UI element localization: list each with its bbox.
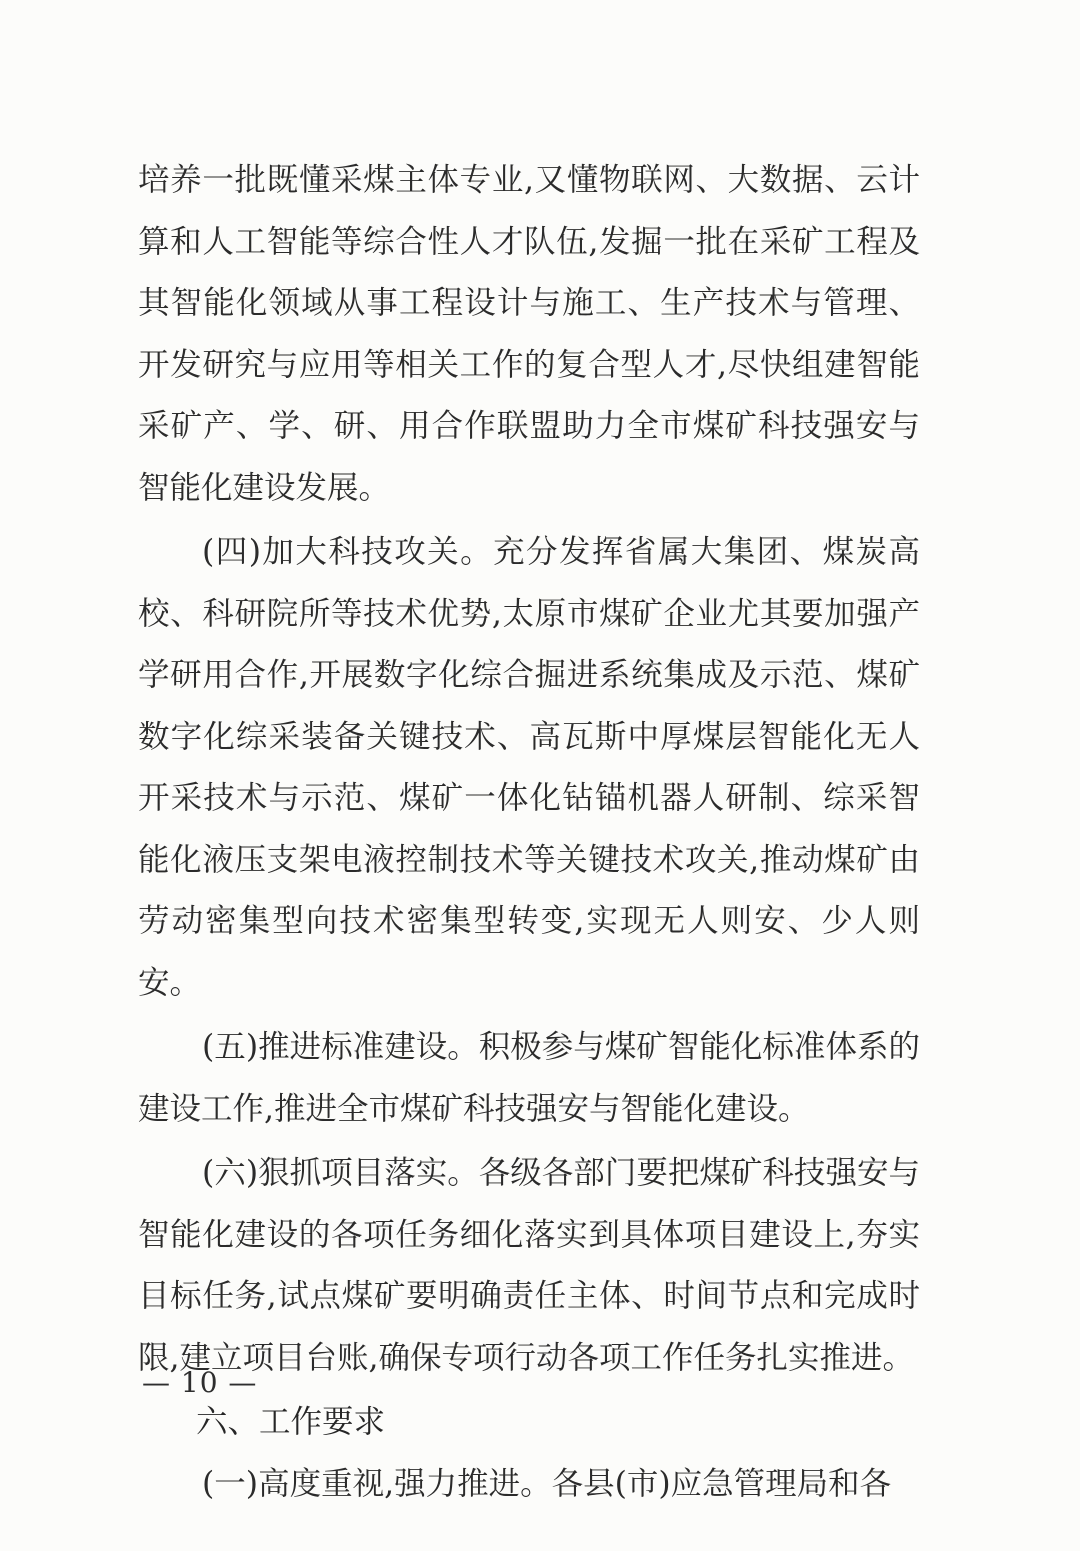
paragraph-project-implementation: (六)狠抓项目落实。各级各部门要把煤矿科技强安与智能化建设的各项任务细化落实到具体项目建设上,夯实目标任务,试点煤矿要明确责任主体、时间节点和完成时限,建立项目台账,确保专项行动各项工作任务扎实推进。 <box>138 1155 920 1376</box>
document-body <box>138 150 920 1515</box>
paragraph-talent-team: 培养一批既懂采煤主体专业,又懂物联网、大数据、云计算和人工智能等综合性人才队伍,发掘一批在采矿工程及其智能化领域从事工程设计与施工、生产技术与管理、开发研究与应用等相关工作的复合型人才,尽快组建智能采矿产、学、研、用合作联盟助力全市煤矿科技强安与智能化建设发展。 <box>138 162 920 506</box>
paragraph-standard-building: (五)推进标准建设。积极参与煤矿智能化标准体系的建设工作,推进全市煤矿科技强安与智能化建设。 <box>138 1029 920 1127</box>
paragraph-high-attention: (一)高度重视,强力推进。各县(市)应急管理局和各 <box>202 1465 892 1502</box>
page-number: — 10 — <box>142 1366 258 1399</box>
section-heading-work-requirements: 六、工作要求 <box>196 1404 386 1440</box>
paragraph-tech-breakthrough: (四)加大科技攻关。充分发挥省属大集团、煤炭高校、科研院所等技术优势,太原市煤矿企业尤其要加强产学研用合作,开展数字化综合掘进系统集成及示范、煤矿数字化综采装备关键技术、高瓦斯中厚煤层智能化无人开采技术与示范、煤矿一体化钻锚机器人研制、综采智能化液压支架电液控制技术等关键技术攻关,推动煤矿由劳动密集型向技术密集型转变,实现无人则安、少人则安。 <box>138 534 920 1001</box>
